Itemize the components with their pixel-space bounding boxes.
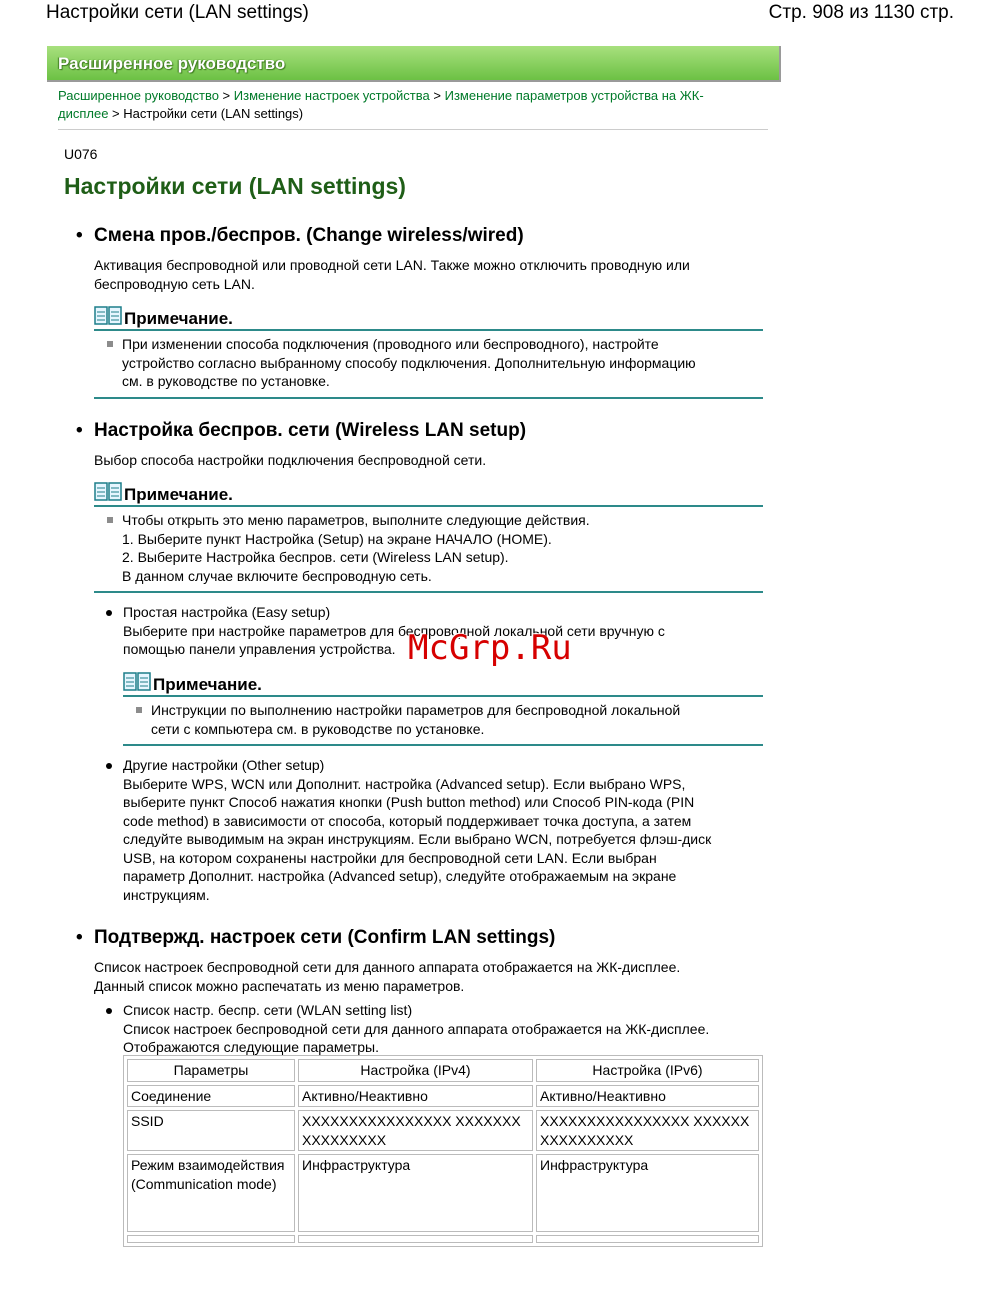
text-line: выберите пункт Способ нажатия кнопки (Push button method) или Способ PIN-кода (PIN xyxy=(123,794,695,810)
note-title: Примечание. xyxy=(124,485,233,504)
text-line: 2. Выберите Настройка беспров. сети (Wireless LAN setup). xyxy=(122,549,509,565)
bullet-icon xyxy=(106,763,112,769)
page-heading: Настройки сети (LAN settings) xyxy=(64,173,406,199)
easy-setup-item xyxy=(123,603,665,659)
breadcrumb-separator: > xyxy=(108,106,124,121)
table-cell: Режим взаимодействия (Communication mode) xyxy=(127,1154,295,1232)
section-heading-text: Настройка беспров. сети (Wireless LAN setup) xyxy=(94,420,527,441)
note-header xyxy=(94,305,763,331)
breadcrumb-link-advanced-guide[interactable]: Расширенное руководство xyxy=(58,88,219,103)
table-header-cell: Настройка (IPv4) xyxy=(298,1059,533,1082)
text-line: USB, на котором сохранены настройки для беспроводной сети LAN. Если выбран xyxy=(123,849,657,866)
text-line: беспроводную сеть LAN. xyxy=(94,275,255,292)
text-line: Активация беспроводной или проводной сети LAN. Также можно отключить проводную или xyxy=(94,257,690,273)
note-box xyxy=(94,481,763,593)
breadcrumb-link-lcd-settings-cont[interactable]: дисплее xyxy=(58,106,109,121)
text-line: code method) в зависимости от способа, который поддерживает точка доступа, а затем xyxy=(123,812,692,829)
section-description xyxy=(94,256,690,293)
book-icon xyxy=(94,305,122,327)
text-line: следуйте выводимым на экран инструкциям. Если выбрано WCN, потребуется флэш-диск xyxy=(123,831,712,847)
square-bullet-icon xyxy=(136,707,142,713)
text-line: см. в руководстве по установке. xyxy=(122,373,330,389)
topic-code: U076 xyxy=(64,146,98,162)
bullet-icon: • xyxy=(76,927,83,948)
text-line: устройство согласно выбранному способу подключения. Дополнительную информацию xyxy=(122,354,696,371)
wlan-settings-table xyxy=(123,1055,763,1247)
table-header-row xyxy=(127,1059,759,1082)
section-heading-text: Подтвержд. настроек сети (Confirm LAN settings) xyxy=(94,927,556,948)
item-title: Список настр. беспр. сети (WLAN setting list) xyxy=(123,1002,413,1018)
text-line: Данный список можно распечатать из меню параметров. xyxy=(94,977,465,994)
note-body xyxy=(94,331,763,397)
table-cell: XXXXXXXXXXXXXXXX XXXXXXXXXXXXXXXX xyxy=(536,1110,759,1151)
breadcrumb-current: Настройки сети (LAN settings) xyxy=(123,106,304,121)
table-cell: Инфраструктура xyxy=(536,1154,759,1232)
table-cell: Соединение xyxy=(127,1085,295,1108)
note-box xyxy=(94,305,763,399)
breadcrumb xyxy=(58,87,768,130)
bullet-icon xyxy=(106,610,112,616)
book-icon xyxy=(94,481,122,503)
table-cell: Активно/Неактивно xyxy=(298,1085,533,1108)
table-cell xyxy=(127,1235,295,1243)
wlan-list-item xyxy=(123,1001,709,1057)
note-box xyxy=(123,671,763,746)
item-title: Простая настройка (Easy setup) xyxy=(123,604,331,620)
text-line: Список настроек беспроводной сети для данного аппарата отображается на ЖК-дисплее. xyxy=(94,959,681,975)
table-cell xyxy=(298,1235,533,1243)
note-title: Примечание. xyxy=(124,309,233,328)
text-line: сети с компьютера см. в руководстве по установке. xyxy=(151,720,485,737)
text-line: инструкциям. xyxy=(123,886,210,903)
table-cell xyxy=(536,1235,759,1243)
table-header-cell: Настройка (IPv6) xyxy=(536,1059,759,1082)
table-row xyxy=(127,1110,759,1151)
section-heading-confirm-lan-settings xyxy=(76,927,555,949)
note-header xyxy=(123,671,763,697)
bullet-icon xyxy=(106,1008,112,1014)
text-line: Чтобы открыть это меню параметров, выполните следующие действия. xyxy=(122,512,590,528)
breadcrumb-separator: > xyxy=(429,88,445,103)
text-line: помощью панели управления устройства. xyxy=(123,641,396,657)
book-icon xyxy=(123,671,151,693)
table-row xyxy=(127,1235,759,1243)
breadcrumb-link-change-settings[interactable]: Изменение настроек устройства xyxy=(233,88,430,103)
note-body xyxy=(123,697,763,744)
section-heading-wireless-lan-setup xyxy=(76,420,526,442)
other-setup-item xyxy=(123,756,711,904)
text-line: Выберите при настройке параметров для беспроводной локальной сети вручную с xyxy=(123,622,665,639)
text-line: Отображаются следующие параметры. xyxy=(123,1039,379,1055)
text-line: При изменении способа подключения (проводного или беспроводного), настройте xyxy=(122,336,659,352)
square-bullet-icon xyxy=(107,517,113,523)
breadcrumb-link-lcd-settings[interactable]: Изменение параметров устройства на ЖК- xyxy=(444,88,704,103)
bullet-icon: • xyxy=(76,420,83,441)
square-bullet-icon xyxy=(107,341,113,347)
section-heading-text: Смена пров./беспров. (Change wireless/wired) xyxy=(94,225,524,246)
section-description xyxy=(94,958,680,995)
table-row xyxy=(127,1085,759,1108)
breadcrumb-separator: > xyxy=(218,88,234,103)
table-row xyxy=(127,1154,759,1232)
banner-label: Расширенное руководство xyxy=(58,54,286,73)
note-body xyxy=(94,507,763,591)
guide-banner xyxy=(47,46,781,82)
note-header xyxy=(94,481,763,507)
note-title: Примечание. xyxy=(153,675,262,694)
text-line: параметр Дополнит. настройка (Advanced setup), следуйте отображаемым на экране xyxy=(123,868,677,884)
table-cell: XXXXXXXXXXXXXXXX XXXXXXXXXXXXXXXX xyxy=(298,1110,533,1151)
table-cell: SSID xyxy=(127,1110,295,1151)
watermark: McGrp.Ru xyxy=(408,628,572,668)
text-line: Список настроек беспроводной сети для данного аппарата отображается на ЖК-дисплее. xyxy=(123,1020,710,1037)
table-cell: Инфраструктура xyxy=(298,1154,533,1232)
text-line: 1. Выберите пункт Настройка (Setup) на экране НАЧАЛО (HOME). xyxy=(122,530,552,547)
table-header-cell: Параметры xyxy=(127,1059,295,1082)
section-description: Выбор способа настройки подключения беспроводной сети. xyxy=(94,452,487,468)
text-line: Выберите WPS, WCN или Дополнит. настройка (Advanced setup). Если выбрано WPS, xyxy=(123,775,686,792)
table-cell: Активно/Неактивно xyxy=(536,1085,759,1108)
bullet-icon: • xyxy=(76,225,83,246)
document-title: Настройки сети (LAN settings) xyxy=(46,2,309,23)
section-heading-change-wireless-wired xyxy=(76,225,524,247)
text-line: В данном случае включите беспроводную сеть. xyxy=(122,567,432,584)
page-counter: Стр. 908 из 1130 стр. xyxy=(768,2,954,23)
item-title: Другие настройки (Other setup) xyxy=(123,757,325,773)
text-line: Инструкции по выполнению настройки параметров для беспроводной локальной xyxy=(151,702,681,718)
